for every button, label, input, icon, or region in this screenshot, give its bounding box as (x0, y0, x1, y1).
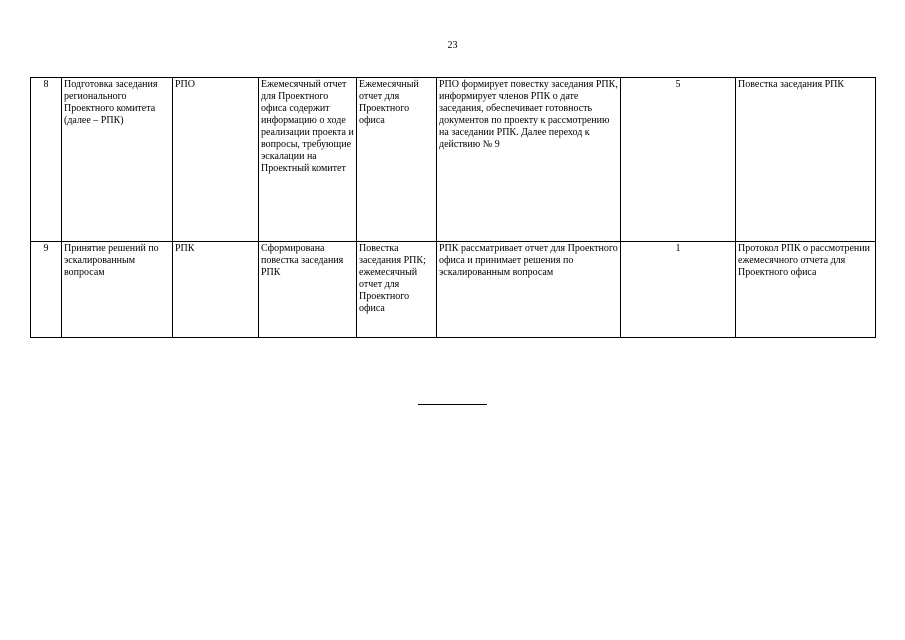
duration-cell: 5 (621, 78, 736, 242)
row-number: 8 (31, 78, 62, 242)
description-cell: РПК рассматривает отчет для Проектного офиса и принимает решения по эскалированным вопросам (437, 242, 621, 338)
result-cell: Протокол РПК о рассмотрении ежемесячного отчета для Проектного офиса (736, 242, 876, 338)
input-cell: Сформирована повестка заседания РПК (259, 242, 357, 338)
page-number: 23 (447, 40, 458, 51)
document-cell: Повестка заседания РПК; ежемесячный отчет для Проектного офиса (357, 242, 437, 338)
description-cell: РПО формирует повестку заседания РПК, информирует членов РПК о дате заседания, обеспечивает готовность документов по проекту к рассмотрению на заседании РПК. Далее переход к действию № 9 (437, 78, 621, 242)
process-table (30, 77, 876, 338)
duration-cell: 1 (621, 242, 736, 338)
row-number: 9 (31, 242, 62, 338)
result-cell: Повестка заседания РПК (736, 78, 876, 242)
document-cell: Ежемесячный отчет для Проектного офиса (357, 78, 437, 242)
executor-cell: РПО (173, 78, 259, 242)
action-cell: Принятие решений по эскалированным вопросам (62, 242, 173, 338)
footer-divider (418, 404, 487, 405)
action-cell: Подготовка заседания регионального Проектного комитета (далее – РПК) (62, 78, 173, 242)
table-row (31, 242, 876, 338)
executor-cell: РПК (173, 242, 259, 338)
table-row (31, 78, 876, 242)
input-cell: Ежемесячный отчет для Проектного офиса содержит информацию о ходе реализации проекта и вопросы, требующие эскалации на Проектный комитет (259, 78, 357, 242)
